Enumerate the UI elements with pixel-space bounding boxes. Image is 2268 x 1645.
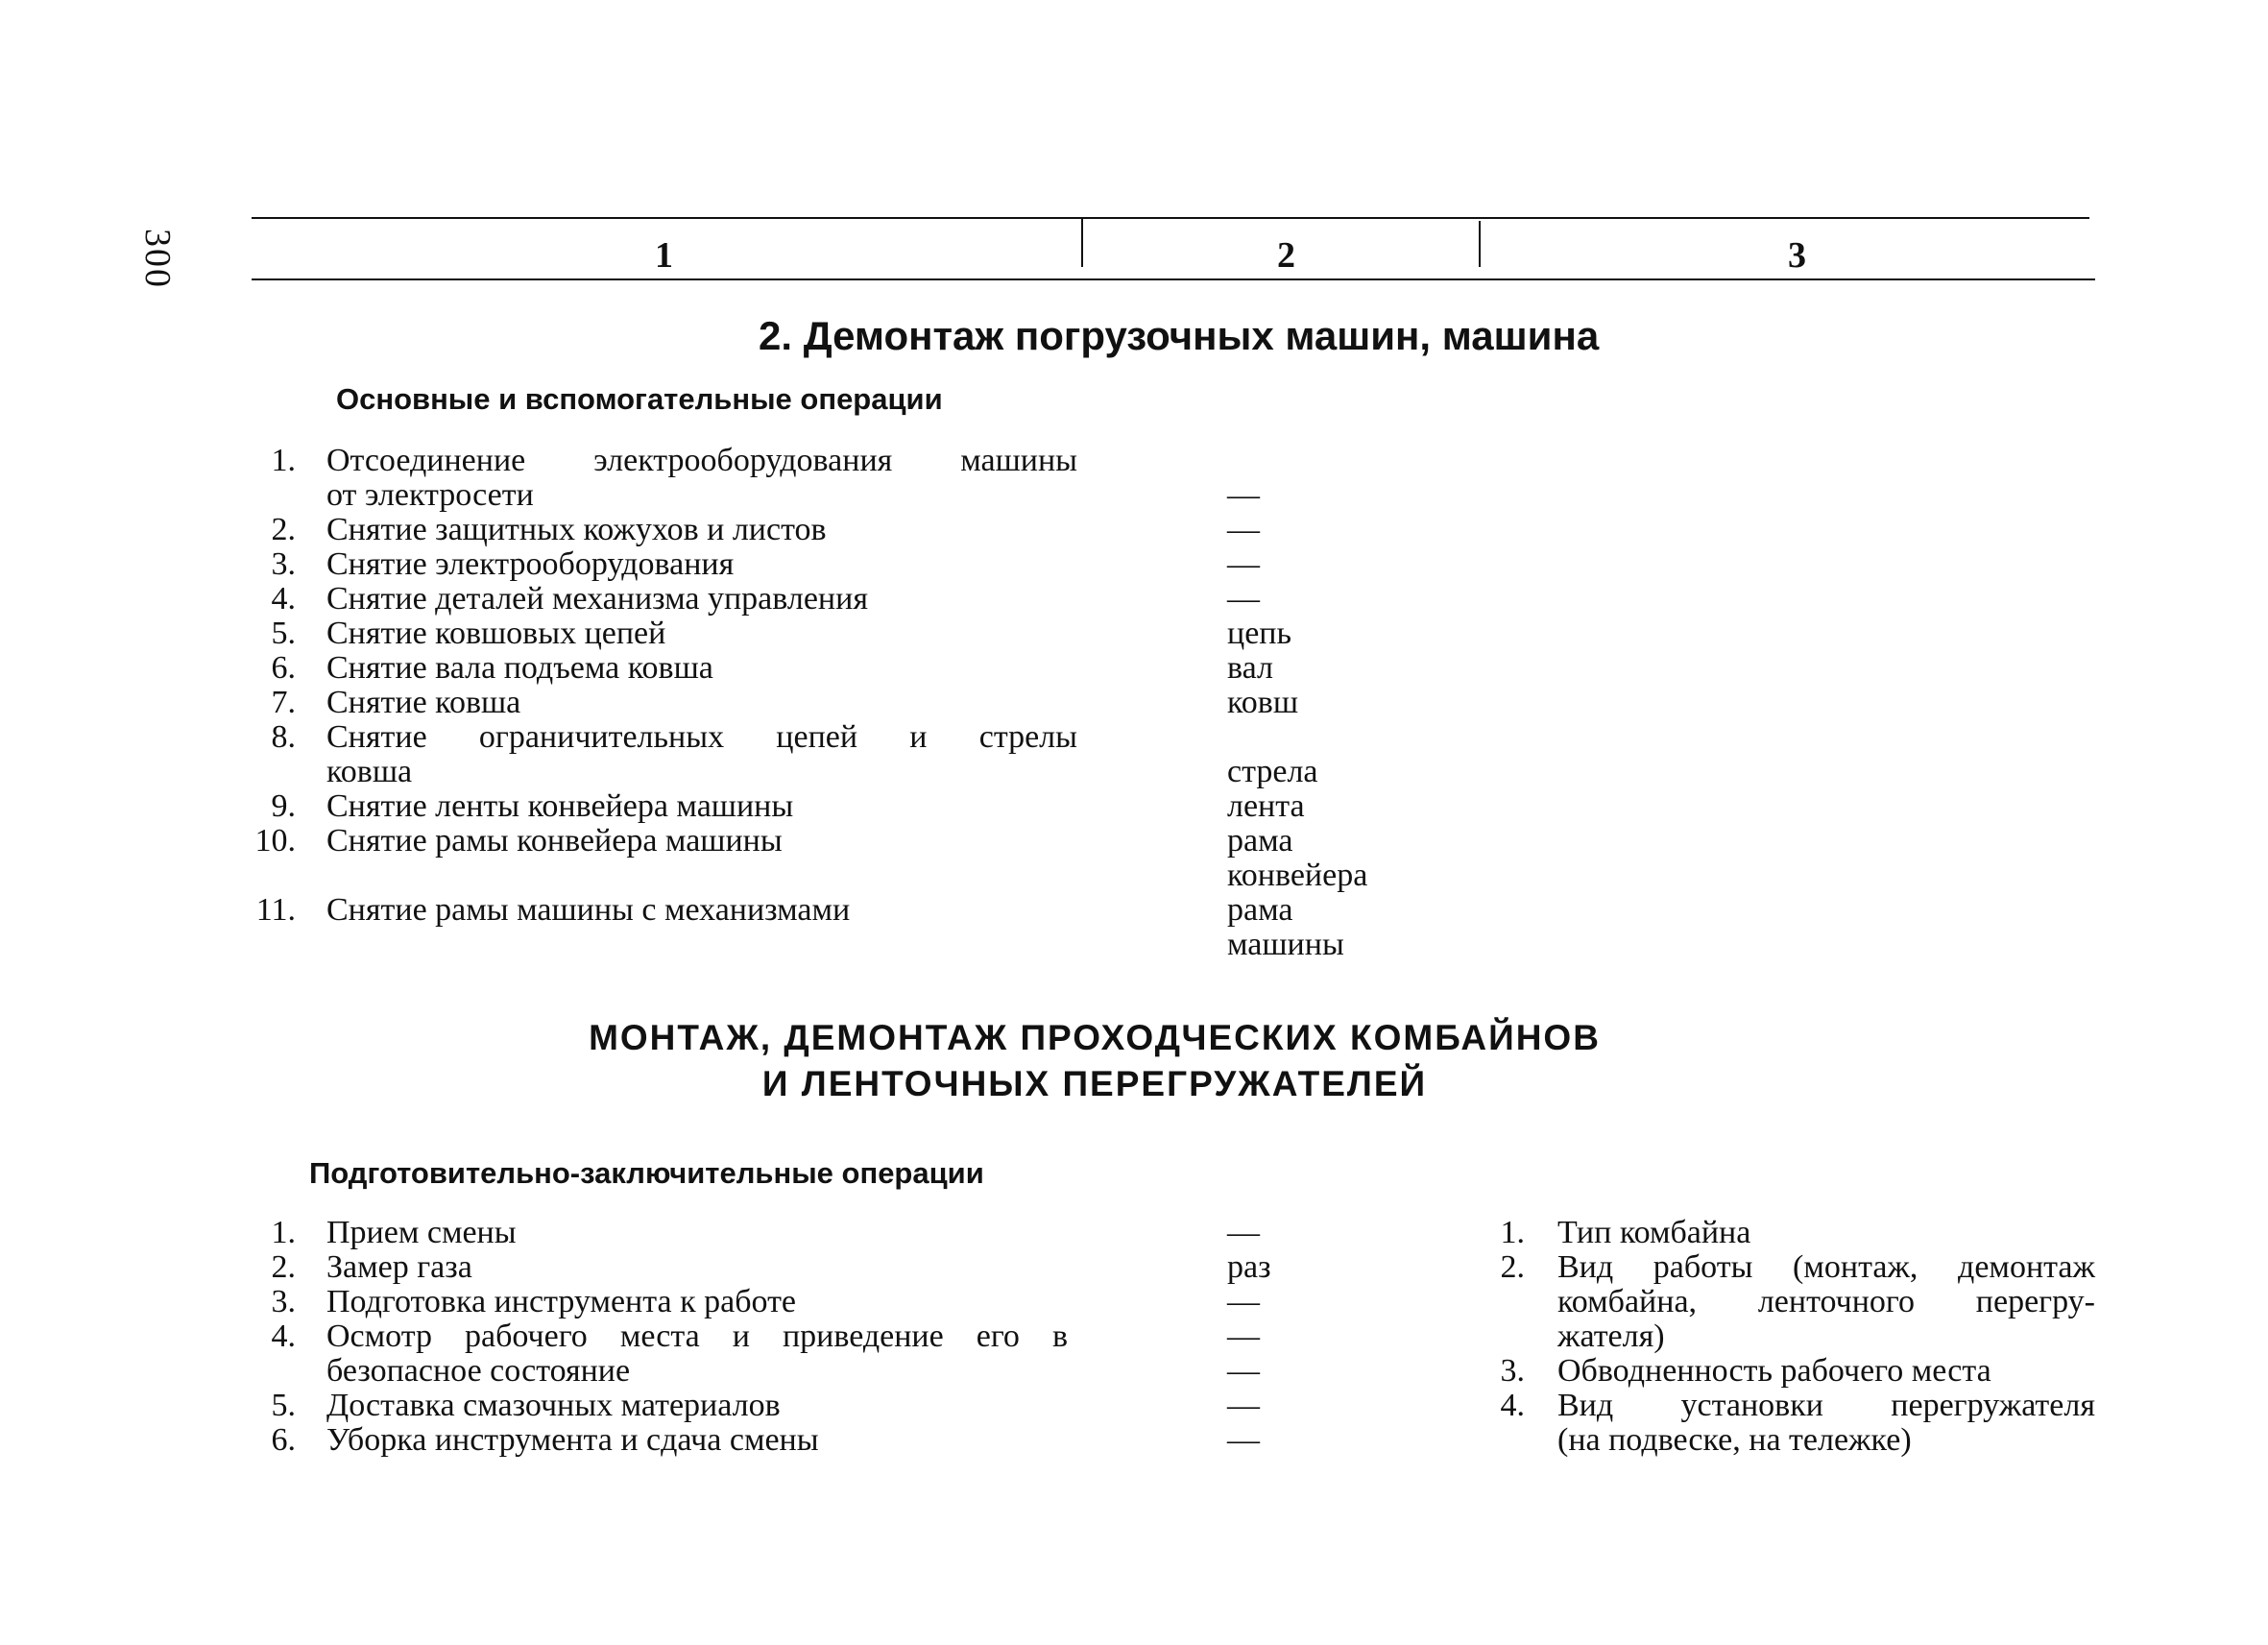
operation-text: Снятие защитных кожухов и листов bbox=[326, 512, 827, 547]
operation-text: Прием смены bbox=[326, 1215, 517, 1250]
condition-text: комбайна, ленточного перегру- bbox=[1557, 1284, 2095, 1319]
operation-text: Подготовка инструмента к работе bbox=[326, 1284, 797, 1319]
operation-text: Снятие ленты конвейера машины bbox=[326, 788, 794, 824]
column-header-1: 1 bbox=[655, 235, 673, 276]
section2-title-line2: И ЛЕНТОЧНЫХ ПЕРЕГРУЖАТЕЛЕЙ bbox=[761, 1064, 1428, 1103]
operation-number: 11. bbox=[255, 892, 296, 928]
header-divider-1 bbox=[1081, 219, 1083, 267]
condition-text: (на подвеске, на тележке) bbox=[1557, 1422, 1912, 1458]
operation-row bbox=[0, 444, 2268, 513]
operation-unit: рама машины bbox=[1227, 892, 1344, 962]
operation-unit: стрела bbox=[1227, 754, 1318, 789]
column-header-3: 3 bbox=[1788, 235, 1806, 276]
condition-number: 2. bbox=[1500, 1249, 1525, 1285]
condition-number: 3. bbox=[1500, 1353, 1525, 1389]
operation-number: 6. bbox=[271, 1422, 296, 1458]
header-bottom-rule bbox=[252, 278, 2095, 280]
condition-text: Вид установки перегружателя bbox=[1557, 1388, 2095, 1423]
column-header-2: 2 bbox=[1277, 235, 1295, 276]
operation-unit: — bbox=[1227, 1388, 1260, 1423]
condition-text: Тип комбайна bbox=[1557, 1215, 1751, 1250]
condition-row bbox=[0, 1250, 2268, 1354]
operation-row bbox=[0, 720, 2268, 789]
operation-number: 10. bbox=[254, 823, 296, 859]
section1-subtitle: Основные и вспомогательные операции bbox=[336, 382, 943, 416]
operation-number: 2. bbox=[271, 512, 296, 547]
operation-number: 1. bbox=[271, 1215, 296, 1250]
operation-row bbox=[0, 824, 2268, 893]
condition-text: Обводненность рабочего места bbox=[1557, 1353, 1991, 1389]
operation-text: ковша bbox=[326, 754, 413, 789]
condition-text: Вид работы (монтаж, демонтаж bbox=[1557, 1249, 2095, 1285]
operation-number: 8. bbox=[271, 719, 296, 755]
operation-unit: — bbox=[1227, 546, 1260, 582]
operation-unit: — bbox=[1227, 512, 1260, 547]
operation-text: Снятие ковшовых цепей bbox=[326, 616, 666, 651]
operation-number: 5. bbox=[271, 616, 296, 651]
condition-row bbox=[0, 1389, 2268, 1492]
operation-number: 5. bbox=[271, 1388, 296, 1423]
operation-unit: раз bbox=[1227, 1249, 1271, 1285]
operation-unit: цепь bbox=[1227, 616, 1291, 651]
operation-text: Снятие деталей механизма управления bbox=[326, 581, 868, 617]
operation-number: 9. bbox=[271, 788, 296, 824]
operation-text: Уборка инструмента и сдача смены bbox=[326, 1422, 819, 1458]
operation-text: от электросети bbox=[326, 477, 534, 513]
operation-number: 1. bbox=[271, 443, 296, 478]
header-divider-2 bbox=[1479, 221, 1481, 267]
operation-unit: — bbox=[1227, 1422, 1260, 1458]
condition-number: 1. bbox=[1500, 1215, 1525, 1250]
operation-unit: — bbox=[1227, 1215, 1260, 1250]
operation-unit: ковш bbox=[1227, 685, 1299, 720]
operation-number: 7. bbox=[271, 685, 296, 720]
operation-text: Отсоединение электрооборудования машины bbox=[326, 443, 1077, 478]
section2-title-line1: МОНТАЖ, ДЕМОНТАЖ ПРОХОДЧЕСКИХ КОМБАЙНОВ bbox=[589, 1018, 1601, 1057]
operation-number: 3. bbox=[271, 1284, 296, 1319]
operation-unit: вал bbox=[1227, 650, 1273, 686]
section1-title: 2. Демонтаж погрузочных машин, машина bbox=[759, 313, 1600, 358]
operation-number: 2. bbox=[271, 1249, 296, 1285]
operation-unit: рама конвейера bbox=[1227, 823, 1368, 893]
condition-number: 4. bbox=[1500, 1388, 1525, 1423]
operation-number: 4. bbox=[271, 581, 296, 617]
operation-unit: — bbox=[1227, 1284, 1260, 1319]
operation-unit: — — bbox=[1227, 1318, 1260, 1389]
operation-text: Снятие ковша bbox=[326, 685, 521, 720]
operation-text: Снятие электрооборудования bbox=[326, 546, 735, 582]
header-top-rule bbox=[252, 217, 2089, 219]
operation-row bbox=[0, 893, 2268, 962]
condition-text: жателя) bbox=[1557, 1318, 1665, 1354]
operation-number: 3. bbox=[271, 546, 296, 582]
operation-number: 4. bbox=[271, 1318, 296, 1354]
operation-text: Осмотр рабочего места и приведение его в bbox=[326, 1318, 1068, 1354]
operation-unit: — bbox=[1227, 477, 1260, 513]
operation-unit: — bbox=[1227, 581, 1260, 617]
operation-text: Доставка смазочных материалов bbox=[326, 1388, 781, 1423]
operation-text: безопасное состояние bbox=[326, 1353, 631, 1389]
page-number: 300 bbox=[137, 229, 178, 289]
section2-subtitle: Подготовительно-заключительные операции bbox=[309, 1156, 984, 1190]
operation-text: Снятие рамы машины с механизмами bbox=[326, 892, 851, 928]
operation-text: Снятие рамы конвейера машины bbox=[326, 823, 783, 859]
operation-text: Замер газа bbox=[326, 1249, 472, 1285]
operation-number: 6. bbox=[271, 650, 296, 686]
operation-unit: лента bbox=[1227, 788, 1305, 824]
operation-text: Снятие ограничительных цепей и стрелы bbox=[326, 719, 1077, 755]
operation-text: Снятие вала подъема ковша bbox=[326, 650, 713, 686]
